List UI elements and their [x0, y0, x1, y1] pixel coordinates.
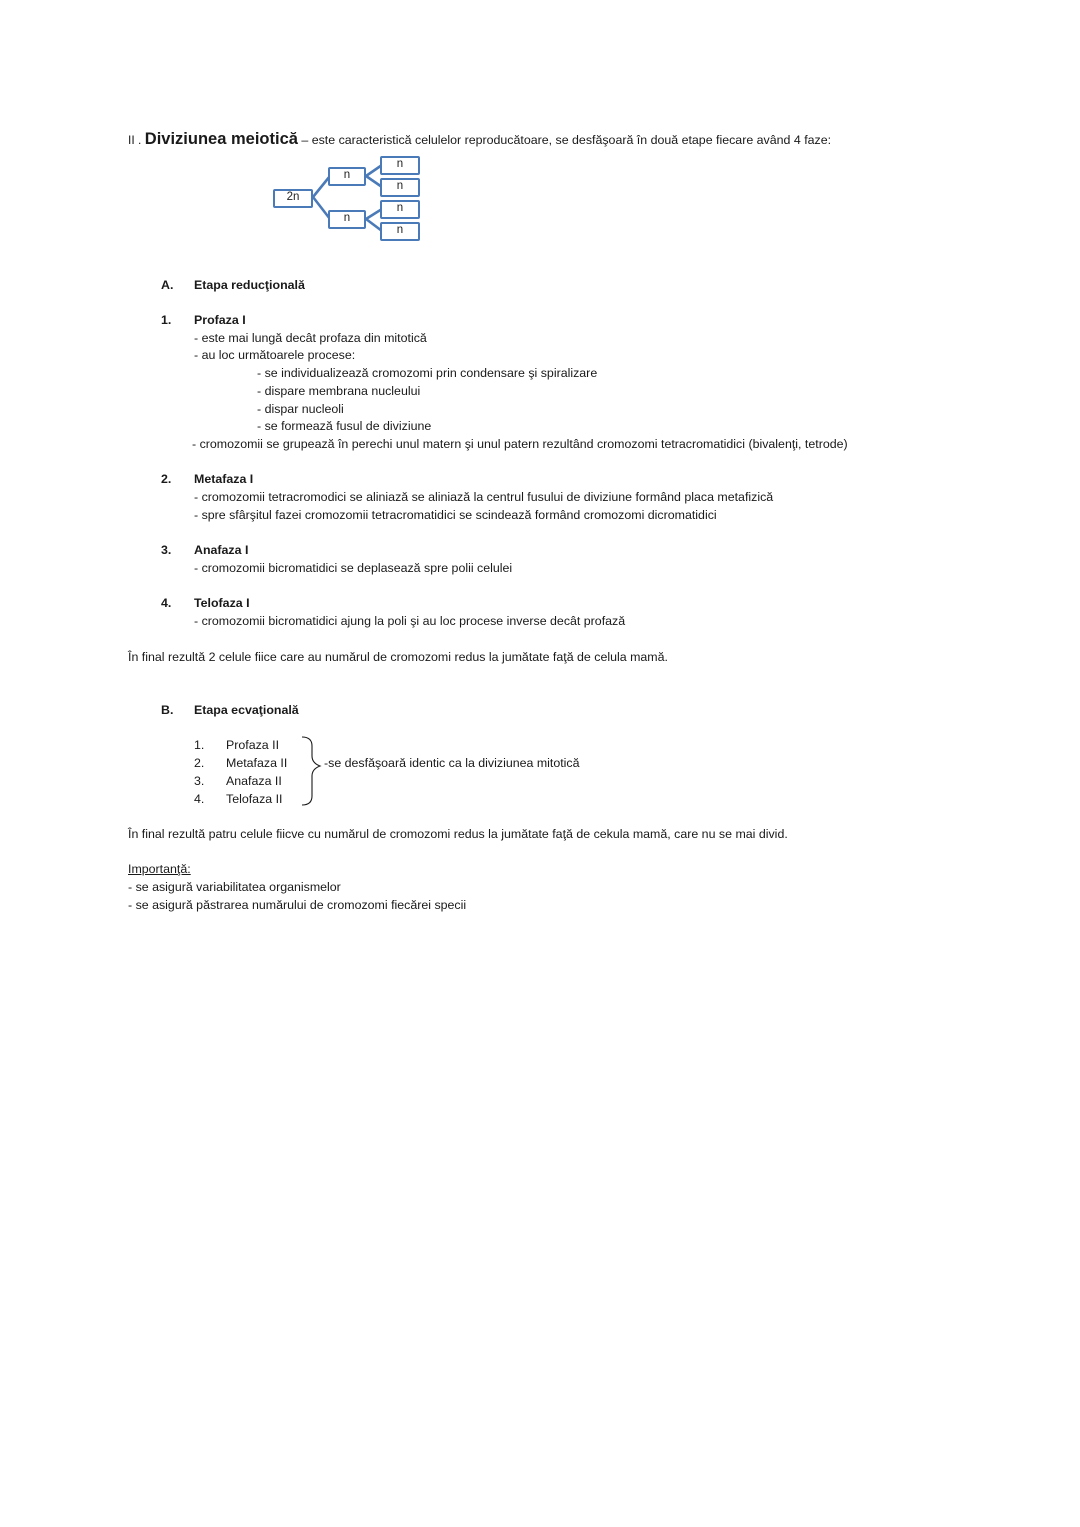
phase-number: 4. — [161, 596, 172, 610]
etapa-b-letter: B. — [161, 703, 174, 717]
phase-number: 1. — [161, 313, 172, 327]
phase-title-anafaza-i: Anafaza I — [194, 543, 249, 557]
phase-name-anafaza-ii: Anafaza II — [226, 774, 282, 788]
brace-note: -se desfăşoară identic ca la diviziunea mitotică — [324, 756, 580, 770]
phase-name-metafaza-ii: Metafaza II — [226, 756, 288, 770]
phase-subline: - se individualizează cromozomi prin condensare şi spiralizare — [257, 366, 598, 380]
phase-number: 4. — [194, 792, 205, 806]
phase-title-profaza-i: Profaza I — [194, 313, 246, 327]
phase-number: 2. — [161, 472, 172, 486]
diagram-cell-n-2: n — [380, 178, 420, 197]
phase-name-profaza-ii: Profaza II — [226, 738, 280, 752]
importance-item: - se asigură variabilitatea organismelor — [128, 880, 341, 894]
phase-line: - cromozomii tetracromodici se aliniază se aliniază la centrul fusului de diviziune formând placa metafizică — [194, 490, 774, 504]
phase-number: 3. — [161, 543, 172, 557]
etapa-b-conclusion: În final rezultă patru celule fiicve cu numărul de cromozomi redus la jumătate faţă de cekula mamă, care nu se mai divid. — [128, 827, 788, 841]
etapa-a-conclusion: În final rezultă 2 celule fiice care au numărul de cromozomi redus la jumătate faţă de celula mamă. — [128, 650, 668, 664]
phase-number: 2. — [194, 756, 205, 770]
phase-subline: - se formează fusul de diviziune — [257, 419, 432, 433]
etapa-b-title: Etapa ecvaţională — [194, 703, 299, 717]
etapa-a-title: Etapa reducţională — [194, 278, 305, 292]
section-roman-number: II . — [128, 133, 142, 147]
phase-number: 1. — [194, 738, 205, 752]
section-intro: – este caracteristică celulelor reproducătoare, se desfăşoară în două etape fiecare având 4 faze: — [297, 133, 832, 147]
phase-subline: - dispare membrana nucleului — [257, 384, 421, 398]
diagram-cell-n-top: n — [328, 167, 366, 186]
phase-line: - cromozomii bicromatidici se deplasează spre polii celulei — [194, 561, 513, 575]
section-title: Diviziunea meiotică — [144, 130, 298, 148]
diagram-cell-n-bottom: n — [328, 210, 366, 229]
diagram-cell-2n: 2n — [273, 189, 313, 208]
importance-title: Importanţă: — [128, 862, 191, 876]
etapa-a-letter: A. — [161, 278, 174, 292]
phase-line: - cromozomii se grupează în perechi unul matern şi unul patern rezultând cromozomi tetracromatidici (bivalenţi, tetrode) — [192, 437, 848, 451]
phase-line: - cromozomii bicromatidici ajung la poli şi au loc procese inverse decât profază — [194, 614, 626, 628]
phase-name-telofaza-ii: Telofaza II — [226, 792, 283, 806]
phase-line: - este mai lungă decât profaza din mitotică — [194, 331, 427, 345]
diagram-cell-n-1: n — [380, 156, 420, 175]
importance-item: - se asigură păstrarea numărului de cromozomi fiecărei specii — [128, 898, 467, 912]
phase-number: 3. — [194, 774, 205, 788]
diagram-cell-n-4: n — [380, 222, 420, 241]
phase-line: - au loc următoarele procese: — [194, 348, 356, 362]
phase-title-telofaza-i: Telofaza I — [194, 596, 250, 610]
phase-subline: - dispar nucleoli — [257, 402, 344, 416]
diagram-cell-n-3: n — [380, 200, 420, 219]
phase-line: - spre sfârşitul fazei cromozomii tetracromatidici se scindează formând cromozomi dicromatidici — [194, 508, 717, 522]
phase-title-metafaza-i: Metafaza I — [194, 472, 254, 486]
